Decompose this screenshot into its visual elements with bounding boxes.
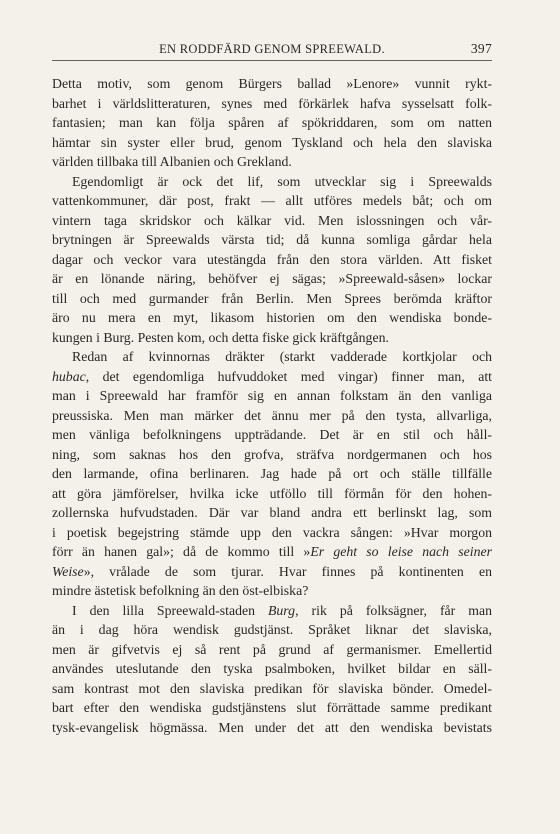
text-run: », vrålade de som tjurar. Hvar finnes på kontinenten en [83,563,492,579]
text-line: vintern taga skridskor och kälkar vid. Men islossningen och vår- [52,212,492,228]
text-line: dagar och veckor vara utestängda från den stora världen. Att fisket [52,251,492,267]
text-line: i poetisk begejstring stämde upp den vackra sången: »Hvar morgon [52,524,492,540]
text-run: förr än hanen gal»; då de kommo till » [52,544,311,559]
body-text [52,74,492,737]
text-line: äro nu mera en myt, likasom historien om den wendiska bonde- [52,310,492,325]
text-line: mindre ästetisk befolkning än den öst-elbiska? [52,583,309,598]
text-line: än i dag höra wendisk gudstjänst. Språket liknar det slaviska, [52,622,492,637]
running-header [52,38,492,61]
text-line: barhet i världslitteraturen, synes med förkärlek hafva sysselsatt folk- [52,95,492,111]
text-line: bart efter den wendiska gudstjänstens slut förrättade samme predikant [52,700,492,715]
text-line: den larmande, ofina berlinaren. Jag hade på ort och ställe tillfälle [52,466,492,481]
text-line: ning, som saknas hos den grofva, sträfva nordgermanen och hos [52,446,492,462]
text-line: man i Spreewald har framför sig en annan folkstam än den vanliga [52,388,492,403]
text-line: användes uteslutande den tyska psalmboken, hvilket bildar en säll- [52,661,492,676]
text-line: Redan af kvinnornas dräkter (starkt vadderade kortkjolar och [72,349,492,364]
text-line [52,562,492,582]
text-line [52,542,492,562]
text-line: vattenkommuner, där post, frakt — allt utföres medels båt; och om [52,193,492,208]
text-line: hämtar sin syster eller brud, genom Tyskland och hela den slaviska [52,134,492,150]
page-number: 397 [470,41,492,56]
text-line: till och med gurmander från Berlin. Men Sprees berömda kräftor [52,290,492,306]
text-line: Detta motiv, som genom Bürgers ballad »Lenore» vunnit rykt- [52,76,492,91]
text-line: zollernska hufvudstaden. Där var bland andra ett berlinskt lag, som [52,505,492,520]
text-run: , rik på folksägner, får man [295,602,492,618]
italic-run: Burg [267,602,296,618]
text-line: sam kontrast mot den slaviska predikan för slaviska bönder. Omedel- [52,680,492,696]
text-run: I den lilla Spreewald-staden [72,602,268,618]
italic-run: Weise [52,563,84,579]
text-line: tysk-evangelisk högmässa. Men under det att den wendiska bevistats [52,719,492,735]
italic-run: hubac [52,368,86,384]
text-line: Egendomligt är ock det lif, som utvecklar sig i Spreewalds [72,173,492,189]
text-line: men vänliga befolkningens uppträdande. Det är en stil och håll- [52,427,492,442]
text-line [52,367,492,387]
text-line: är en lönande näring, behöfver ej sägas; »Spreewald-såsen» lockar [52,271,492,286]
text-line [52,601,492,621]
text-line: kungen i Burg. Pesten kom, och detta fiske gick kräftgången. [52,329,389,345]
italic-run: Er geht so leise nach seiner [310,544,492,559]
text-line: brytningen är Spreewalds värsta tid; då kunna somliga gårdar hela [52,232,492,247]
text-line: men är gifvetvis ej så rent på grund af germanismer. Emellertid [52,641,492,657]
text-line: fantasien; man kan följa spåren af spökriddaren, som om natten [52,115,492,130]
running-title: EN RODDFÄRD GENOM SPREEWALD. [159,42,385,56]
text-run: , det egendomliga hufvuddoket med vingar) finner man, att [85,368,492,384]
text-line: att göra jämförelser, hvilka icke utföllo till förmån för den hohen- [52,485,492,501]
text-line: världen tillbaka till Albanien och Grekland. [52,154,292,169]
text-line: preussiska. Men man märker det ännu mer på den tysta, allvarliga, [52,407,492,423]
